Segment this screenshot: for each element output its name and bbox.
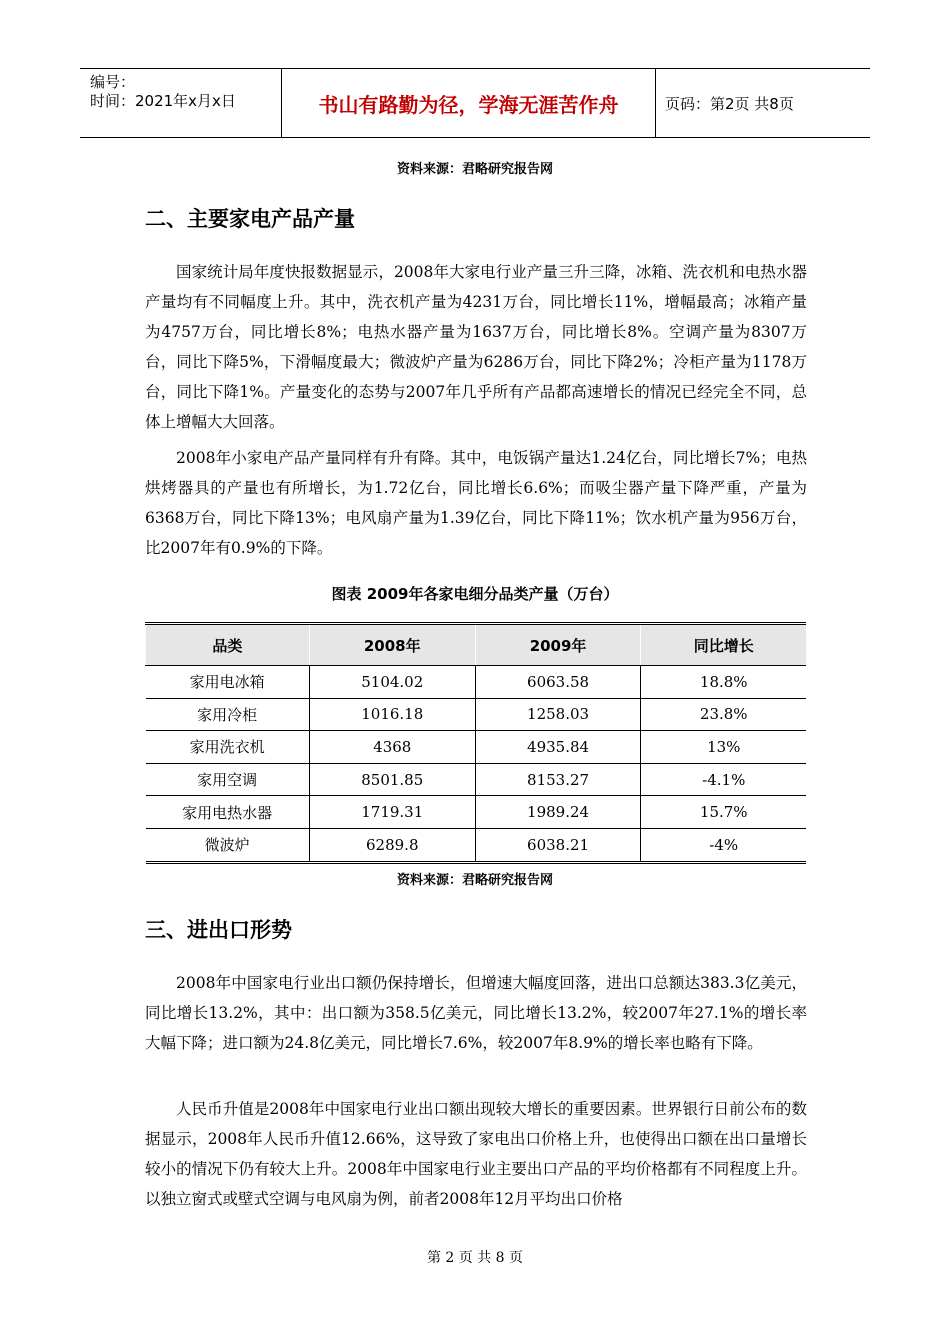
table-caption: 图表 2009年各家电细分品类产量（万台）: [331, 585, 619, 603]
header-page-info: 页码：第2页 共8页: [665, 94, 794, 113]
page-footer: 第 2 页 共 8 页: [426, 1250, 524, 1266]
cell-growth: -4.1%: [641, 763, 806, 796]
table-row: [146, 698, 807, 731]
paragraph-small-appliances: 2008年小家电产品产量同样有升有降。其中，电饭锅产量达1.24亿台，同比增长7%；电热烘烤器具的产量也有所增长，为1.72亿台，同比增长6.6%；而吸尘器产量下降严重，产量为6368万台，同比下降13%；电风扇产量为1.39亿台，同比下降11%；饮水机产量为956万台，比2007年有0.9%的下降。: [145, 449, 807, 557]
table-row: [146, 828, 807, 862]
section-title-trade: 三、进出口形势: [145, 918, 292, 942]
cell-category: 微波炉: [146, 828, 310, 862]
cell-2009: 1258.03: [475, 698, 641, 731]
col-header-2008: 2008年: [309, 624, 475, 666]
col-header-category: 品类: [146, 624, 310, 666]
source-note-bottom: 资料来源：君略研究报告网: [396, 873, 553, 888]
document-time-label: 时间：2021年x月x日: [90, 92, 236, 110]
header-left-cell: [80, 69, 282, 137]
cell-category: 家用洗衣机: [146, 731, 310, 764]
paragraph-rmb-appreciation: 人民币升值是2008年中国家电行业出口额出现较大增长的重要因素。世界银行日前公布的数据显示，2008年人民币升值12.66%，这导致了家电出口价格上升，也使得出口额在出口量增长较小的情况下仍有较大上升。2008年中国家电行业主要出口产品的平均价格都有不同程度上升。以独立窗式或壁式空调与电风扇为例，前者2008年12月平均出口价格: [145, 1100, 807, 1208]
cell-growth: 13%: [641, 731, 806, 764]
cell-growth: 18.8%: [641, 666, 806, 699]
production-table: [145, 622, 806, 864]
table-row: [146, 763, 807, 796]
source-note-top: 资料来源：君略研究报告网: [396, 162, 553, 177]
header-motto: 书山有路勤为径，学海无涯苦作舟: [282, 69, 656, 137]
paragraph-export-growth: 2008年中国家电行业出口额仍保持增长，但增速大幅度回落，进出口总额达383.3亿美元，同比增长13.2%，其中：出口额为358.5亿美元，同比增长13.2%，较2007年27.1%的增长率大幅下降；进口额为24.8亿美元，同比增长7.6%，较2007年8.9%的增长率也略有下降。: [145, 974, 807, 1052]
cell-2008: 6289.8: [309, 828, 475, 862]
cell-2008: 8501.85: [309, 763, 475, 796]
cell-2008: 4368: [309, 731, 475, 764]
section-title-production: 二、主要家电产品产量: [145, 207, 355, 231]
cell-2009: 8153.27: [475, 763, 641, 796]
table-row: [146, 731, 807, 764]
cell-category: 家用电冰箱: [146, 666, 310, 699]
table-row: [146, 796, 807, 829]
cell-growth: 23.8%: [641, 698, 806, 731]
cell-category: 家用冷柜: [146, 698, 310, 731]
paragraph-major-appliances: 国家统计局年度快报数据显示，2008年大家电行业产量三升三降，冰箱、洗衣机和电热水器产量均有不同幅度上升。其中，洗衣机产量为4231万台，同比增长11%，增幅最高；冰箱产量为4757万台，同比增长8%；电热水器产量为1637万台，同比增长8%。空调产量为8307万台，同比下降5%，下滑幅度最大；微波炉产量为6286万台，同比下降2%；冷柜产量为1178万台，同比下降1%。产量变化的态势与2007年几乎所有产品都高速增长的情况已经完全不同，总体上增幅大大回落。: [145, 263, 807, 431]
cell-2009: 6038.21: [475, 828, 641, 862]
cell-category: 家用空调: [146, 763, 310, 796]
cell-2009: 1989.24: [475, 796, 641, 829]
col-header-2009: 2009年: [475, 624, 641, 666]
cell-2009: 4935.84: [475, 731, 641, 764]
table-row: [146, 666, 807, 699]
page-header: [80, 68, 870, 138]
cell-2009: 6063.58: [475, 666, 641, 699]
cell-2008: 1016.18: [309, 698, 475, 731]
document-number-label: 编号：: [90, 73, 136, 91]
col-header-growth: 同比增长: [641, 624, 806, 666]
cell-growth: -4%: [641, 828, 806, 862]
cell-category: 家用电热水器: [146, 796, 310, 829]
cell-growth: 15.7%: [641, 796, 806, 829]
table-header-row: [146, 624, 807, 666]
cell-2008: 1719.31: [309, 796, 475, 829]
cell-2008: 5104.02: [309, 666, 475, 699]
